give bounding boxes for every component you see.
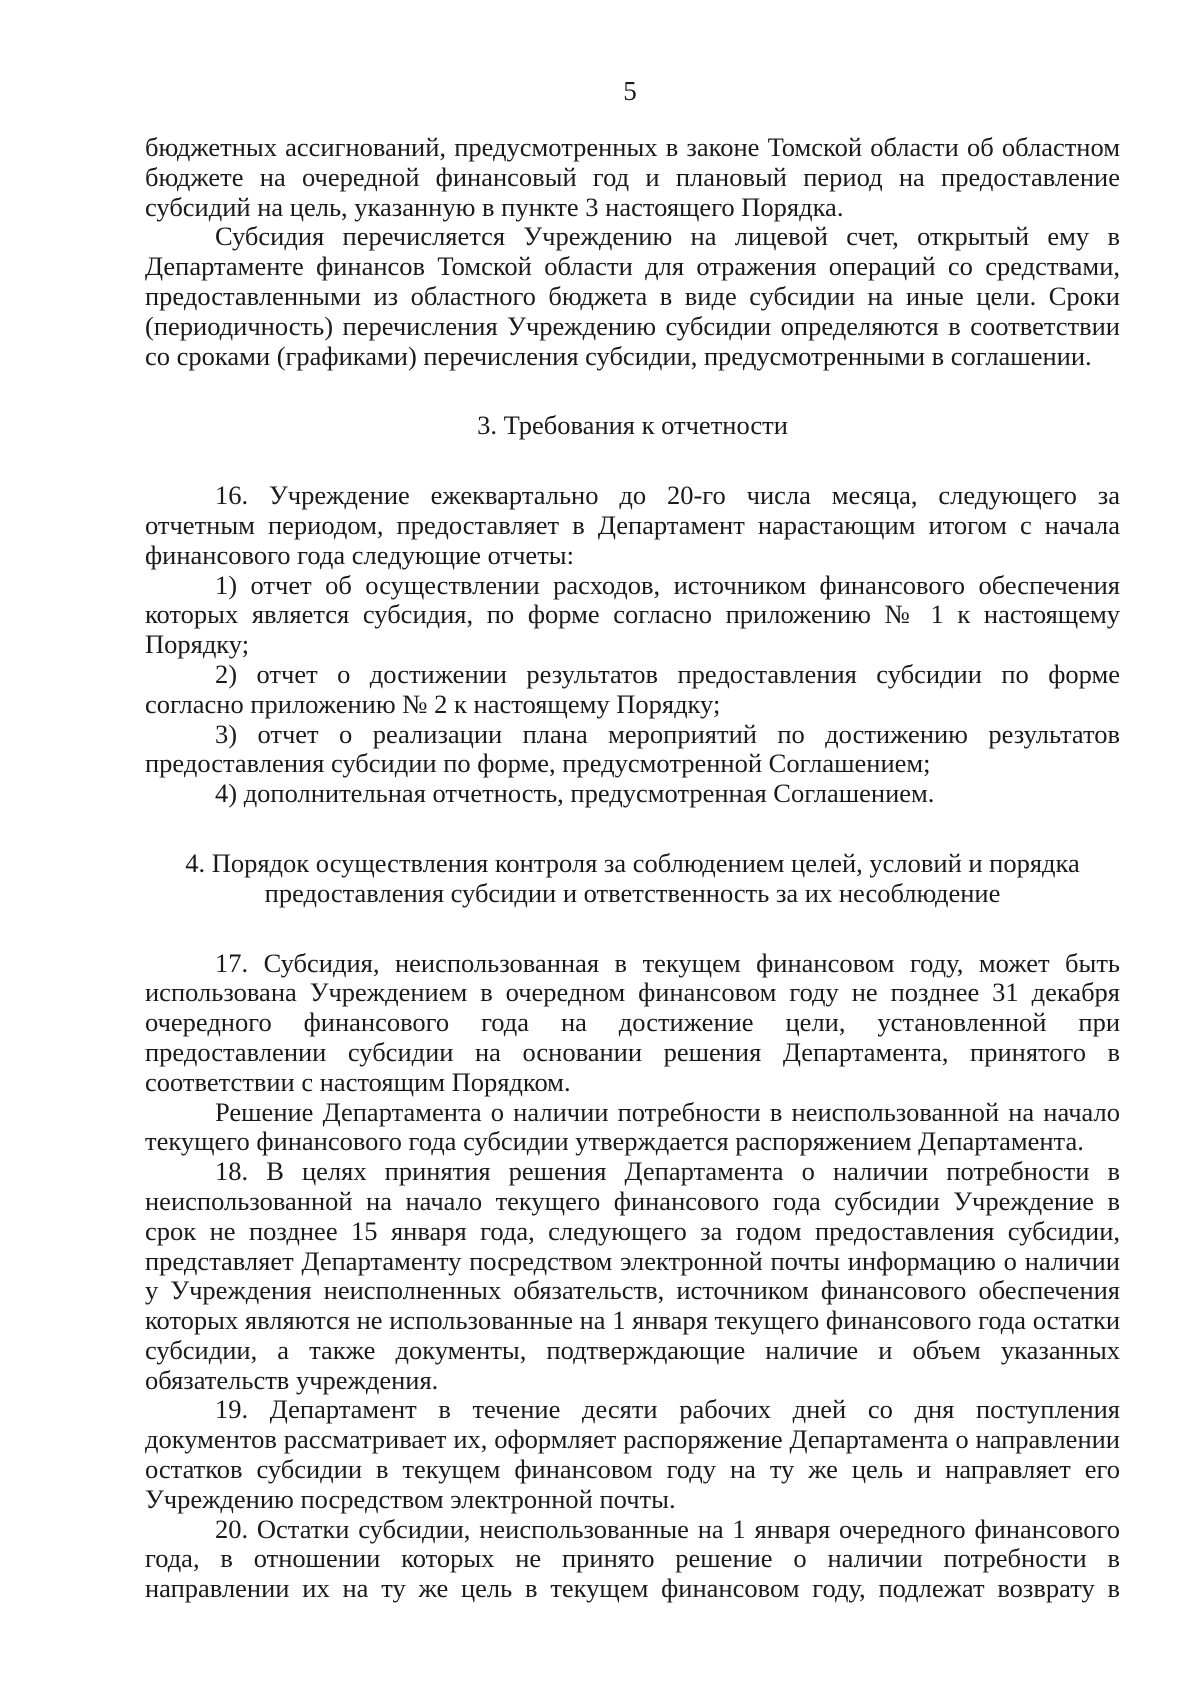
paragraph-subsidy-transfer: Субсидия перечисляется Учреждению на лицевой счет, открытый ему в Департаменте финансов Томской области для отражения операций со средствами, предоставленными из областного бюджета в виде субсидии на иные цели. Сроки (периодичность) перечисления Учреждению субсидии определяются в соответствии со сроками (графиками) перечисления субсидии, предусмотренными в соглашении. — [145, 221, 1120, 371]
paragraph-18: 18. В целях принятия решения Департамента о наличии потребности в неиспользованной на начало текущего финансового года субсидии Учреждение в срок не позднее 15 января года, следующего за годом предоставления субсидии, представляет Департаменту посредством электронной почты информацию о наличии у Учреждения неисполненных обязательств, источником финансового обеспечения которых являются не использованные на 1 января текущего финансового года остатки субсидии, а также документы, подтверждающие наличие и объем указанных обязательств учреждения. — [145, 1156, 1120, 1395]
paragraph-continuation: бюджетных ассигнований, предусмотренных в законе Томской области об областном бюджете на очередной финансовый год и плановый период на предоставление субсидий на цель, указанную в пункте 3 настоящего Порядка. — [145, 132, 1120, 222]
document-body — [145, 133, 1120, 1604]
section-4-heading-line-2: предоставления субсидии и ответственность за их несоблюдение — [264, 877, 1001, 908]
list-item-4: 4) дополнительная отчетность, предусмотренная Соглашением. — [215, 778, 935, 809]
list-item-3: 3) отчет о реализации плана мероприятий по достижению результатов предоставления субсидии по форме, предусмотренной Соглашением; — [145, 718, 1120, 779]
list-item-1: 1) отчет об осуществлении расходов, источником финансового обеспечения которых является субсидия, по форме согласно приложению № 1 к настоящему Порядку; — [145, 569, 1120, 660]
section-4-heading-line-1: 4. Порядок осуществления контроля за соблюдением целей, условий и порядка — [185, 847, 1080, 878]
paragraph-decision: Решение Департамента о наличии потребности в неиспользованной на начало текущего финансового года субсидии утверждается распоряжением Департамента. — [145, 1096, 1120, 1157]
list-item-2: 2) отчет о достижении результатов предоставления субсидии по форме согласно приложению № 2 к настоящему Порядку; — [145, 658, 1120, 719]
paragraph-17: 17. Субсидия, неиспользованная в текущем финансовом году, может быть использована Учреждением в очередном финансовом году не позднее 31 декабря очередного финансового года на достижение цели, установленной при предоставлении субсидии на основании решения Департамента, принятого в соответствии с настоящим Порядком. — [145, 947, 1120, 1097]
paragraph-20: 20. Остатки субсидии, неиспользованные на 1 января очередного финансового года, в отношении которых не принято решение о наличии потребности в направлении их на ту же цель в текущем финансовом году, подлежат возврату в — [145, 1513, 1120, 1604]
paragraph-16: 16. Учреждение ежеквартально до 20-го числа месяца, следующего за отчетным периодом, предоставляет в Департамент нарастающим итогом с начала финансового года следующие отчеты: — [145, 480, 1120, 570]
section-3-heading: 3. Требования к отчетности — [477, 410, 788, 441]
page-number: 5 — [623, 76, 637, 106]
paragraph-19: 19. Департамент в течение десяти рабочих дней со дня поступления документов рассматривает их, оформляет распоряжение Департамента о направлении остатков субсидии в текущем финансовом году на ту же цель и направляет его Учреждению посредством электронной почты. — [145, 1394, 1120, 1514]
